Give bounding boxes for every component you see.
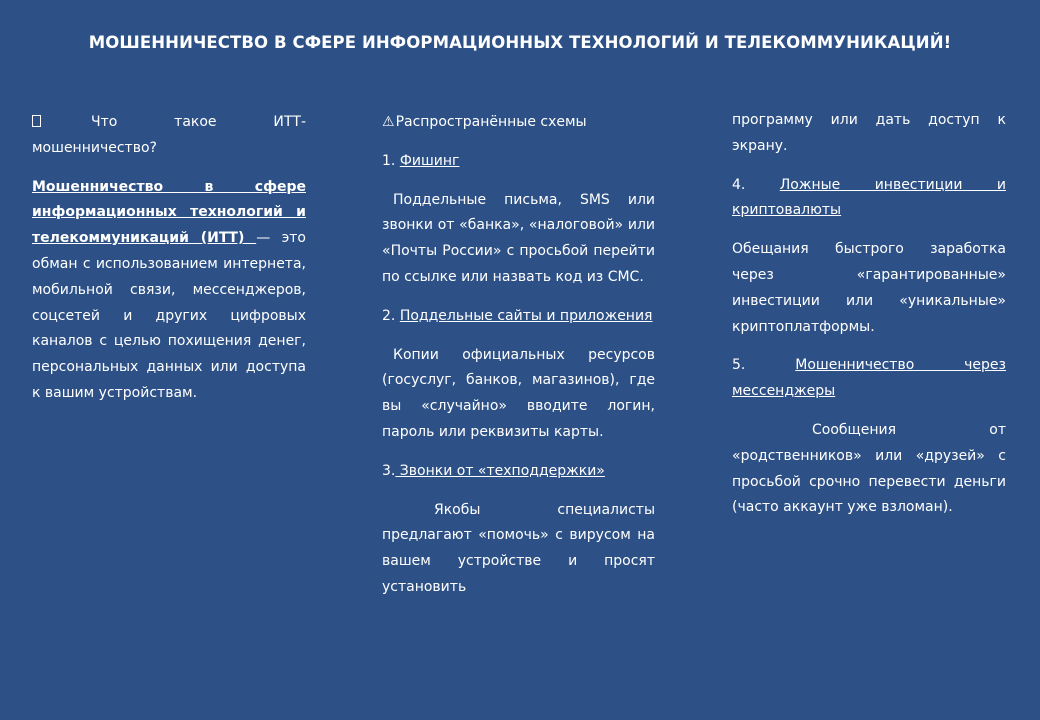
column-definition [32,110,306,420]
scheme-5-title [732,353,1006,405]
question-paragraph [32,110,306,162]
scheme-5-title-text: Мошенничество через мессенджеры [732,357,1006,400]
scheme-1-title-text: Фишинг [399,152,460,169]
scheme-2-title-text: Поддельные сайты и приложения [399,307,653,324]
question-text: Что такое ИТТ-мошенничество? [32,114,306,156]
scheme-3-title [382,459,655,485]
warning-icon: ⚠ [382,114,395,130]
scheme-4-text: Обещания быстрого заработка через «гарантированные» инвестиции или «уникальные» криптоплатформы. [732,241,1006,335]
scheme-3-text: Якобы специалисты предлагают «помочь» с вирусом на вашем устройстве и просят установить [382,501,655,595]
page-title: МОШЕННИЧЕСТВО В СФЕРЕ ИНФОРМАЦИОННЫХ ТЕХНОЛОГИЙ И ТЕЛЕКОММУНИКАЦИЙ! [88,33,952,52]
scheme-2-number: 2. [382,307,400,324]
scheme-3-title-text: Звонки от «техподдержки» [395,462,605,479]
scheme-4-title [732,173,1006,225]
scheme-3-number: 3. [382,462,396,479]
missing-glyph-icon [32,115,41,127]
schemes-heading-text: Распространённые схемы [395,114,587,130]
scheme-2-text: Копии официальных ресурсов (госуслуг, банков, магазинов), где вы «случайно» вводите логин, пароль или реквизиты карты. [382,346,655,440]
schemes-heading [382,110,655,136]
scheme-2-title [382,304,655,330]
definition-term: Мошенничество в сфере информационных технологий и телекоммуникаций (ИТТ) [32,178,306,247]
scheme-4-number: 4. [732,176,780,193]
scheme-5-text: Сообщения от «родственников» или «друзей» с просьбой срочно перевести деньги (часто аккаунт уже взломан). [732,421,1006,516]
definition-text: — это обман с использованием интернета, мобильной связи, мессенджеров, соцсетей и других цифровых каналов с целью похищения денег, персональных данных или доступа к вашим устройствам. [32,230,306,401]
scheme-1-text: Поддельные письма, SMS или звонки от «банка», «налоговой» или «Почты России» с просьбой перейти по ссылке или назвать код из СМС. [382,191,655,285]
scheme-1-number: 1. [382,152,400,169]
scheme-3-text-continued: программу или дать доступ к экрану. [732,112,1006,154]
scheme-5-number: 5. [732,357,796,374]
column-schemes [382,110,655,614]
scheme-4-title-text: Ложные инвестиции и криптовалюты [732,176,1006,219]
column-schemes-continued [732,108,1006,534]
scheme-1-title [382,149,655,175]
definition-paragraph [32,175,306,407]
